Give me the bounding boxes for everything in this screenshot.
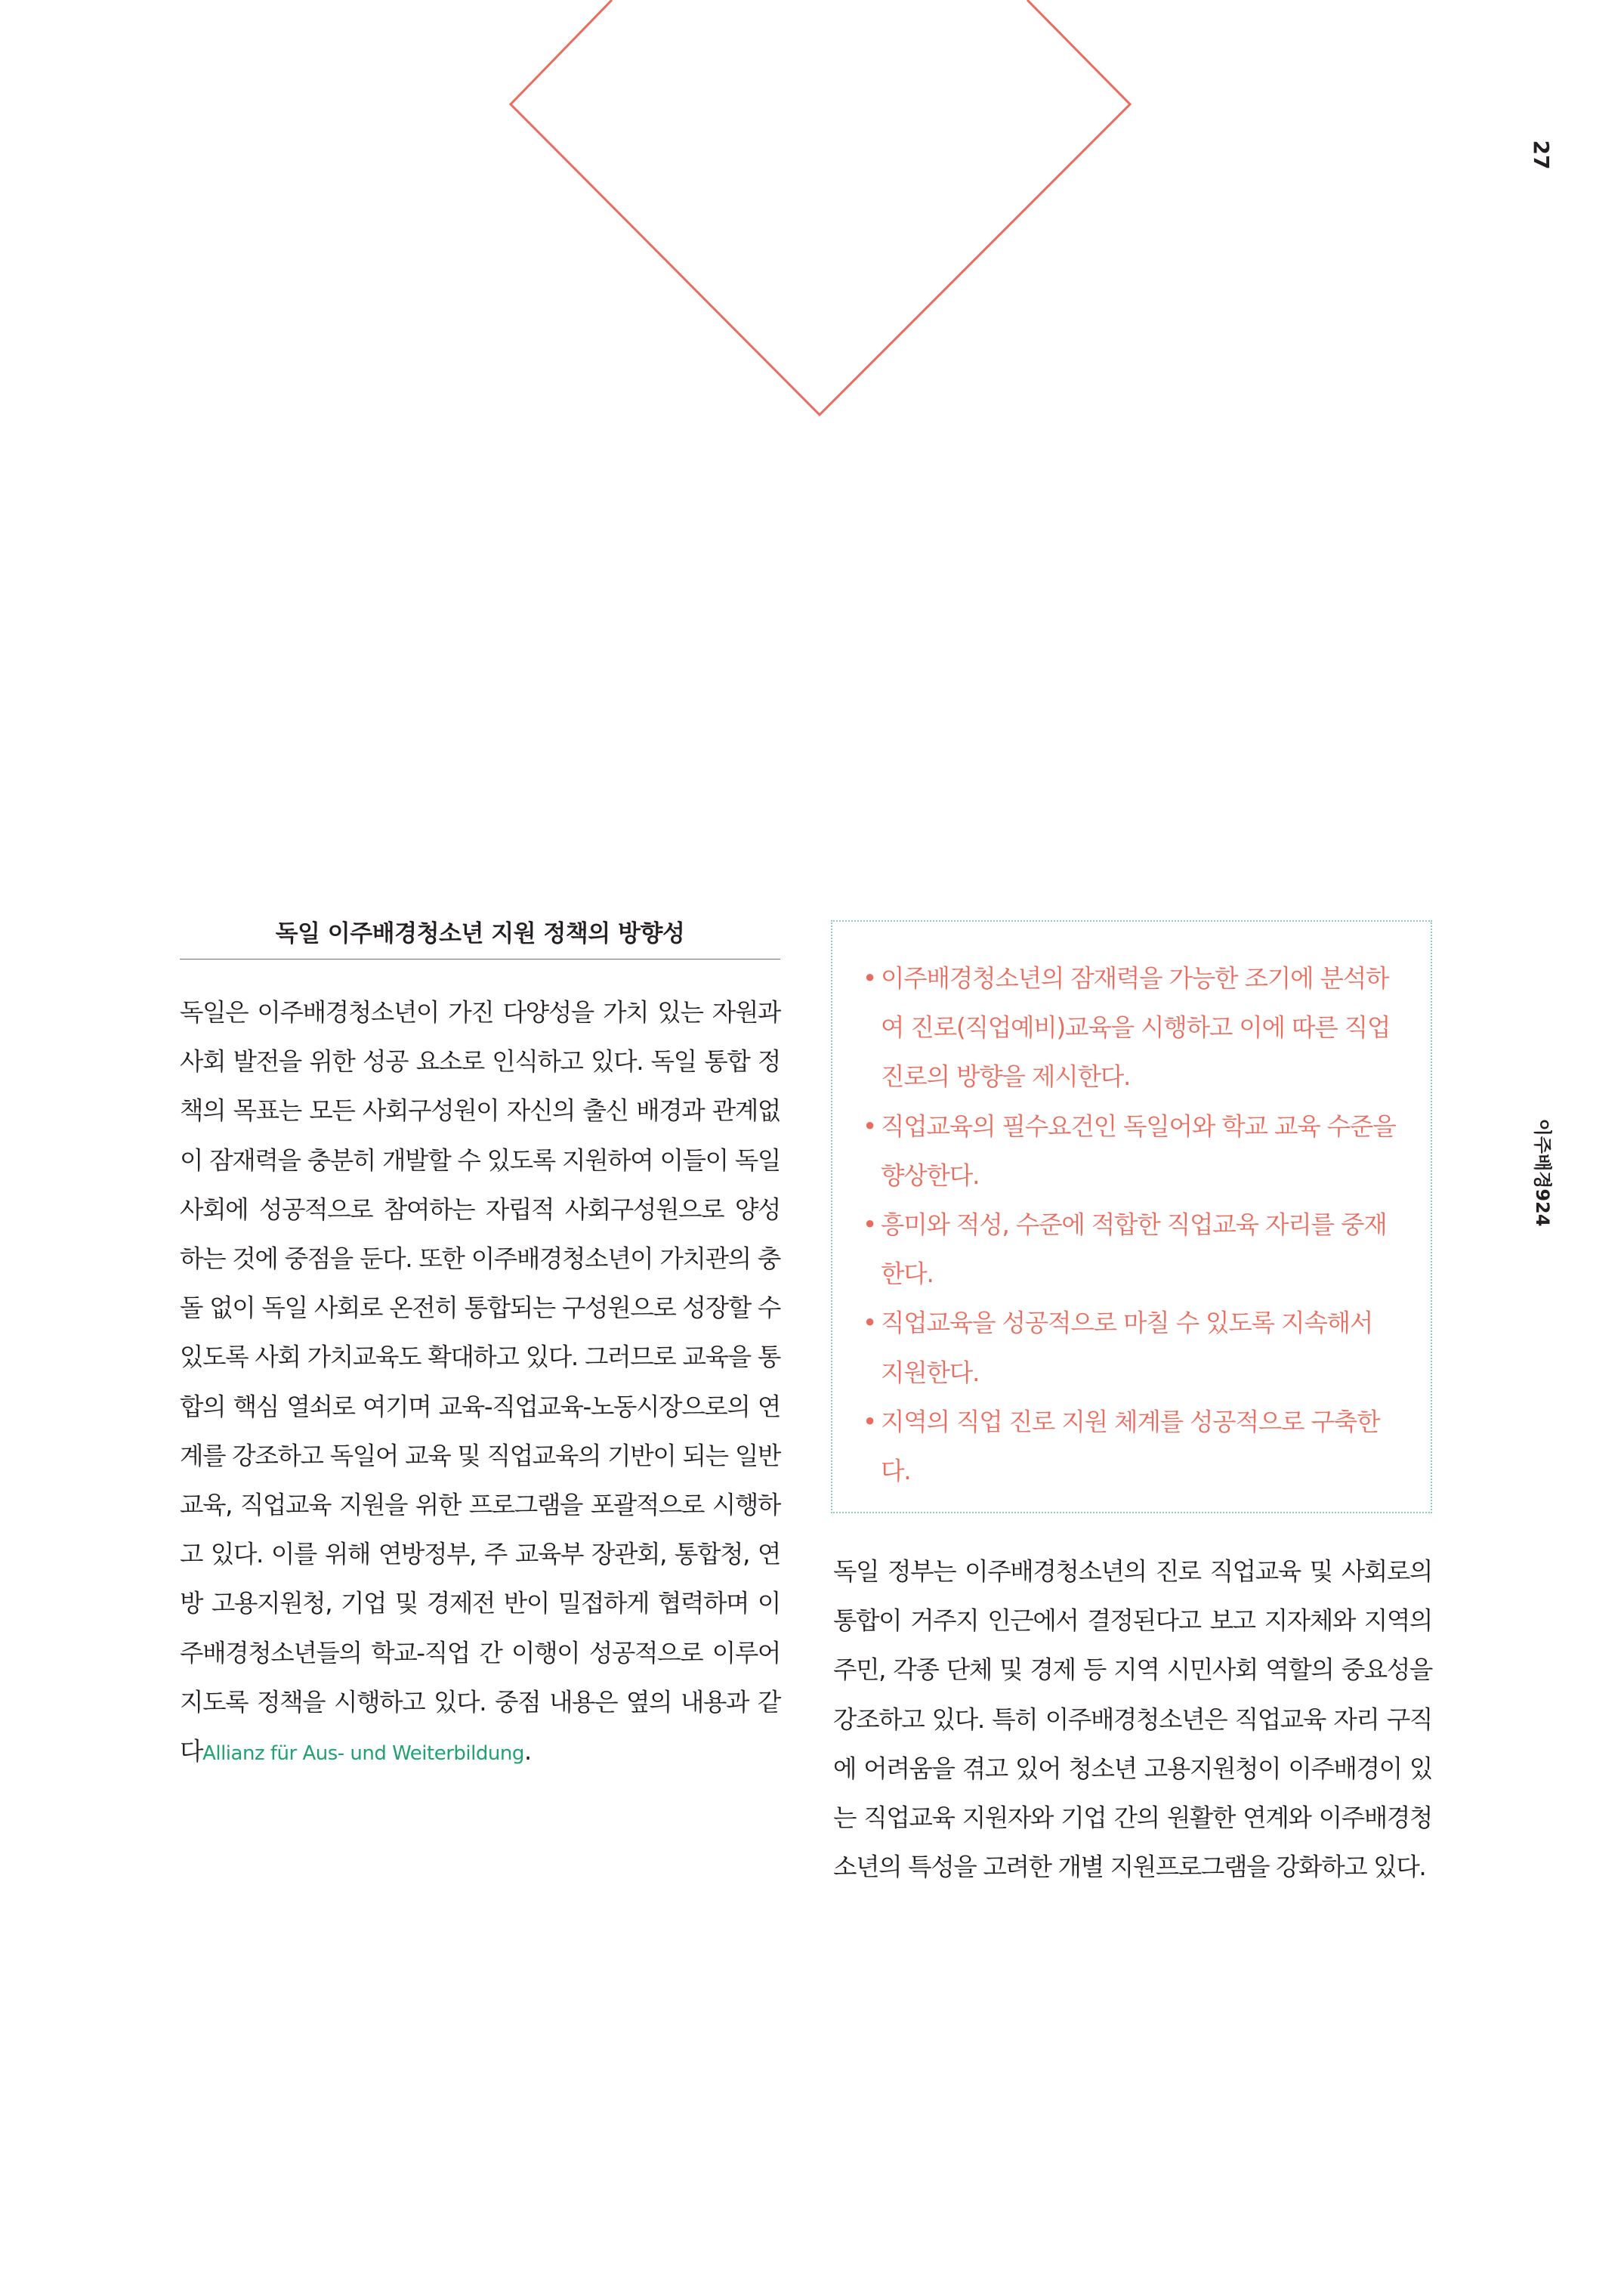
key-point-item [863, 1102, 1400, 1201]
section-heading: 독일 이주배경청소년 지원 정책의 방향성 [180, 914, 780, 960]
citation: Allianz für Aus- und Weiterbildung [202, 1742, 524, 1766]
running-title: 이주배경924 [1532, 1118, 1553, 1227]
page-number: 27 [1529, 140, 1554, 170]
bullet-icon: • [863, 1210, 877, 1240]
paragraph-1-end: . [523, 1737, 531, 1766]
key-points-box [831, 920, 1432, 1513]
key-point-text: 직업교육을 성공적으로 마칠 수 있도록 지속해서 지원한다. [881, 1309, 1373, 1387]
bullet-icon: • [863, 1111, 877, 1141]
key-point-text: 지역의 직업 진로 지원 체계를 성공적으로 구축한다. [881, 1407, 1380, 1486]
key-point-item [863, 1299, 1400, 1397]
key-points-list [863, 954, 1400, 1496]
paragraph-1 [180, 988, 780, 1778]
key-point-text: 흥미와 적성, 수준에 적합한 직업교육 자리를 중재한다. [881, 1210, 1387, 1289]
paragraph-1-text: 독일은 이주배경청소년이 가진 다양성을 가치 있는 자원과 사회 발전을 위한 성공 요소로 인식하고 있다. 독일 통합 정책의 목표는 모든 사회구성원이 자신의 출신 배경과 관계없이 잠재력을 충분히 개발할 수 있도록 지원하여 이들이 독일 사회에 성공적으로 참여하는 자립적 사회구성원으로 양성하는 것에 중점을 둔다. 또한 이주배경청소년이 가치관의 충돌 없이 독일 사회로 온전히 통합되는 구성원으로 성장할 수 있도록 사회 가치교육도 확대하고 있다. 그러므로 교육을 통합의 핵심 열쇠로 여기며 교육-직업교육-노동시장으로의 연계를 강조하고 독일어 교육 및 직업교육의 기반이 되는 일반교육, 직업교육 지원을 위한 프로그램을 포괄적으로 시행하고 있다. 이를 위해 연방정부, 주 교육부 장관회, 통합청, 연방 고용지원청, 기업 및 경제전 반이 밀접하게 협력하며 이주배경청소년들의 학교-직업 간 이행이 성공적으로 이루어지도록 정책을 시행하고 있다. 중점 내용은 옆의 내용과 같다 [180, 998, 780, 1766]
key-point-item [863, 954, 1400, 1102]
paragraph-2: 독일 정부는 이주배경청소년의 진로 직업교육 및 사회로의 통합이 거주지 인근에서 결정된다고 보고 지자체와 지역의 주민, 각종 단체 및 경제 등 지역 시민사회 역할의 중요성을 강조하고 있다. 특히 이주배경청소년은 직업교육 자리 구직에 어려움을 겪고 있어 청소년 고용지원청이 이주배경이 있는 직업교육 지원자와 기업 간의 원활한 연계와 이주배경청소년의 특성을 고려한 개별 지원프로그램을 강화하고 있다. [833, 1557, 1432, 1882]
left-column [180, 914, 780, 1778]
key-point-text: 직업교육의 필수요건인 독일어와 학교 교육 수준을 향상한다. [881, 1111, 1396, 1190]
bullet-icon: • [863, 1309, 877, 1338]
bullet-icon: • [863, 1407, 877, 1436]
key-point-text: 이주배경청소년의 잠재력을 가능한 조기에 분석하여 진로(직업예비)교육을 시행하고 이에 따른 직업 진로의 방향을 제시한다. [881, 964, 1391, 1092]
bullet-icon: • [863, 964, 877, 993]
key-point-item [863, 1398, 1400, 1496]
right-column [833, 1547, 1432, 1892]
decorative-diamond-outline [0, 0, 1624, 423]
key-point-item [863, 1201, 1400, 1299]
